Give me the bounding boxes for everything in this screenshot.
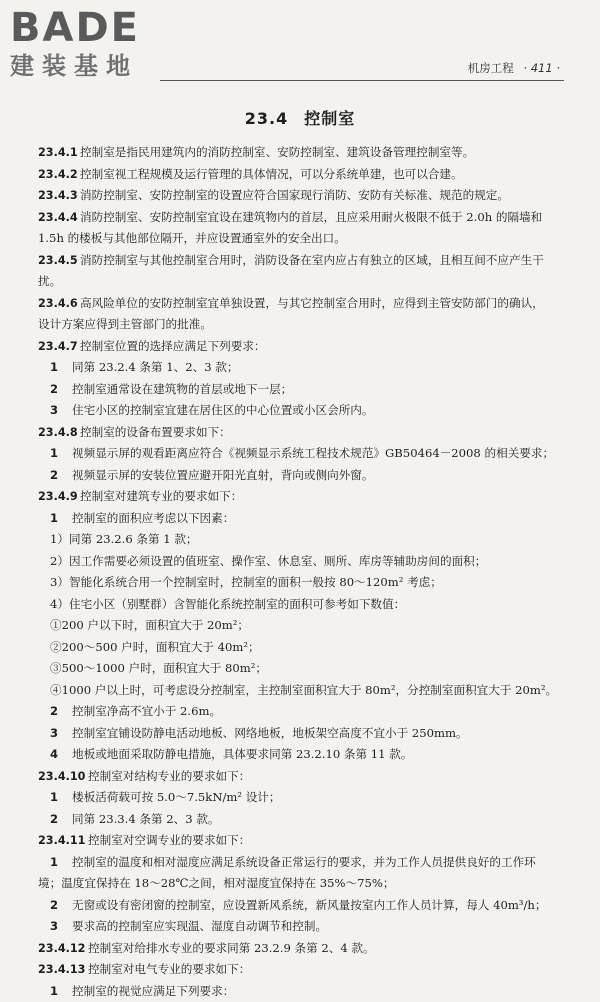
item-number: 3 [50,723,72,745]
sub-item: ①200 户以下时，面积宜大于 20m²； [38,615,574,637]
clause-text: 控制室是指民用建筑内的消防控制室、安防控制室、建筑设备管理控制室等。 [80,145,474,159]
clause-number: 23.4.1 [38,142,80,164]
clause-number: 23.4.6 [38,293,80,315]
clause-text: 消防控制室、安防控制室宜设在建筑物内的首层，且应采用耐火极限不低于 2.0h 的隔墙和 [80,210,542,224]
item-number: 3 [50,916,72,938]
document-body [38,142,574,1002]
item-text: 同第 23.3.4 条第 2、3 款。 [72,812,220,826]
clause-number: 23.4.13 [38,959,88,981]
list-item [38,508,574,530]
clause [38,142,574,164]
sub-item: ③500～1000 户时，面积宜大于 80m²； [38,658,574,680]
section-heading: 控制室 [304,109,355,128]
logo-subtitle: 建装基地 [10,50,140,82]
item-text: 楼板活荷载可按 5.0～7.5kN/m² 设计； [72,790,281,804]
continuation-line: 境；温度宜保持在 18～28℃之间，相对湿度宜保持在 35%～75%； [38,873,574,895]
item-text: 视频显示屏的观看距离应符合《视频显示系统工程技术规范》GB50464－2008 的相关要求； [72,446,554,460]
clause-text: 控制室对给排水专业的要求同第 23.2.9 条第 2、4 款。 [88,941,375,955]
clause-text: 控制室对结构专业的要求如下： [88,769,250,783]
sub-item: 2）因工作需要必须设置的值班室、操作室、休息室、厕所、库房等辅助房间的面积； [38,551,574,573]
clause [38,486,574,508]
clause-number: 23.4.5 [38,250,80,272]
item-number: 1 [50,787,72,809]
item-text: 视频显示屏的安装位置应避开阳光直射，背向或侧向外窗。 [72,468,373,482]
clause-number: 23.4.12 [38,938,88,960]
clause-number: 23.4.9 [38,486,80,508]
clause-text: 高风险单位的安防控制室宜单独设置，与其它控制室合用时，应得到主管安防部门的确认， [80,296,544,310]
item-number: 4 [50,744,72,766]
item-text: 要求高的控制室应实现温、湿度自动调节和控制。 [72,919,327,933]
clause-text: 控制室的设备布置要求如下： [80,425,231,439]
item-number: 1 [50,981,72,1002]
section-title [0,106,600,129]
item-text: 地板或地面采取防静电措施，具体要求同第 23.2.10 条第 11 款。 [72,747,412,761]
section-number: 23.4 [245,109,288,128]
item-text: 住宅小区的控制室宜建在居住区的中心位置或小区会所内。 [72,403,373,417]
continuation-line: 1.5h 的楼板与其他部位隔开，并应设置通室外的安全出口。 [38,228,574,250]
list-item [38,809,574,831]
item-text: 控制室净高不宜小于 2.6m。 [72,704,221,718]
clause [38,250,574,272]
list-item [38,787,574,809]
item-number: 1 [50,443,72,465]
brand-logo [10,6,140,82]
clause [38,185,574,207]
continuation-line: 扰。 [38,271,574,293]
clause-text: 控制室对电气专业的要求如下： [88,962,250,976]
item-text: 控制室宜铺设防静电活动地板、网络地板，地板架空高度不宜小于 250mm。 [72,726,468,740]
list-item [38,379,574,401]
list-item [38,357,574,379]
sub-item: ②200～500 户时，面积宜大于 40m²； [38,637,574,659]
continuation-line: 设计方案应得到主管部门的批准。 [38,314,574,336]
clause-number: 23.4.10 [38,766,88,788]
clause-number: 23.4.8 [38,422,80,444]
clause-number: 23.4.11 [38,830,88,852]
item-text: 控制室的面积应考虑以下因素： [72,511,234,525]
sub-item: 1）同第 23.2.6 条第 1 款； [38,529,574,551]
item-number: 1 [50,852,72,874]
list-item [38,744,574,766]
clause-text: 控制室对建筑专业的要求如下： [80,489,242,503]
list-item [38,443,574,465]
clause [38,938,574,960]
item-number: 2 [50,465,72,487]
clause [38,959,574,981]
clause [38,336,574,358]
item-number: 3 [50,400,72,422]
list-item [38,916,574,938]
item-number: 1 [50,508,72,530]
clause-number: 23.4.7 [38,336,80,358]
sub-item: 3）智能化系统合用一个控制室时，控制室的面积一般按 80～120m² 考虑； [38,572,574,594]
item-text: 控制室的温度和相对湿度应满足系统设备正常运行的要求，并为工作人员提供良好的工作环 [72,855,536,869]
chapter-name: 机房工程 [468,61,514,75]
item-text: 同第 23.2.4 条第 1、2、3 款； [72,360,239,374]
clause [38,766,574,788]
clause-text: 消防控制室与其他控制室合用时，消防设备在室内应占有独立的区域，且相互间不应产生干 [80,253,544,267]
clause [38,207,574,229]
sub-item: 4）住宅小区（别墅群）含智能化系统控制室的面积可参考如下数值： [38,594,574,616]
running-header [468,60,560,76]
clause [38,164,574,186]
list-item [38,723,574,745]
clause [38,293,574,315]
item-number: 2 [50,379,72,401]
clause-text: 控制室位置的选择应满足下列要求： [80,339,266,353]
clause [38,830,574,852]
list-item [38,400,574,422]
clause-number: 23.4.3 [38,185,80,207]
clause-number: 23.4.2 [38,164,80,186]
list-item [38,701,574,723]
clause [38,422,574,444]
clause-text: 消防控制室、安防控制室的设置应符合国家现行消防、安防有关标准、规范的规定。 [80,188,509,202]
item-text: 控制室的视觉应满足下列要求： [72,984,234,998]
list-item [38,465,574,487]
item-text: 无窗或设有密闭窗的控制室，应设置新风系统，新风量按室内工作人员计算，每人 40m³/h； [72,898,546,912]
item-number: 2 [50,809,72,831]
list-item [38,895,574,917]
sub-item: ④1000 户以上时，可考虑设分控制室，主控制室面积宜大于 80m²，分控制室面积宜大于 20m²。 [38,680,574,702]
item-number: 2 [50,895,72,917]
clause-number: 23.4.4 [38,207,80,229]
logo-wordmark: BADE [10,6,140,50]
list-item [38,852,574,874]
clause-text: 控制室视工程规模及运行管理的具体情况，可以分系统单建，也可以合建。 [80,167,463,181]
item-number: 2 [50,701,72,723]
item-text: 控制室通常设在建筑物的首层或地下一层； [72,382,292,396]
header-rule [160,80,564,81]
item-number: 1 [50,357,72,379]
page-number: · 411 · [523,61,560,75]
clause-text: 控制室对空调专业的要求如下： [88,833,250,847]
list-item [38,981,574,1002]
